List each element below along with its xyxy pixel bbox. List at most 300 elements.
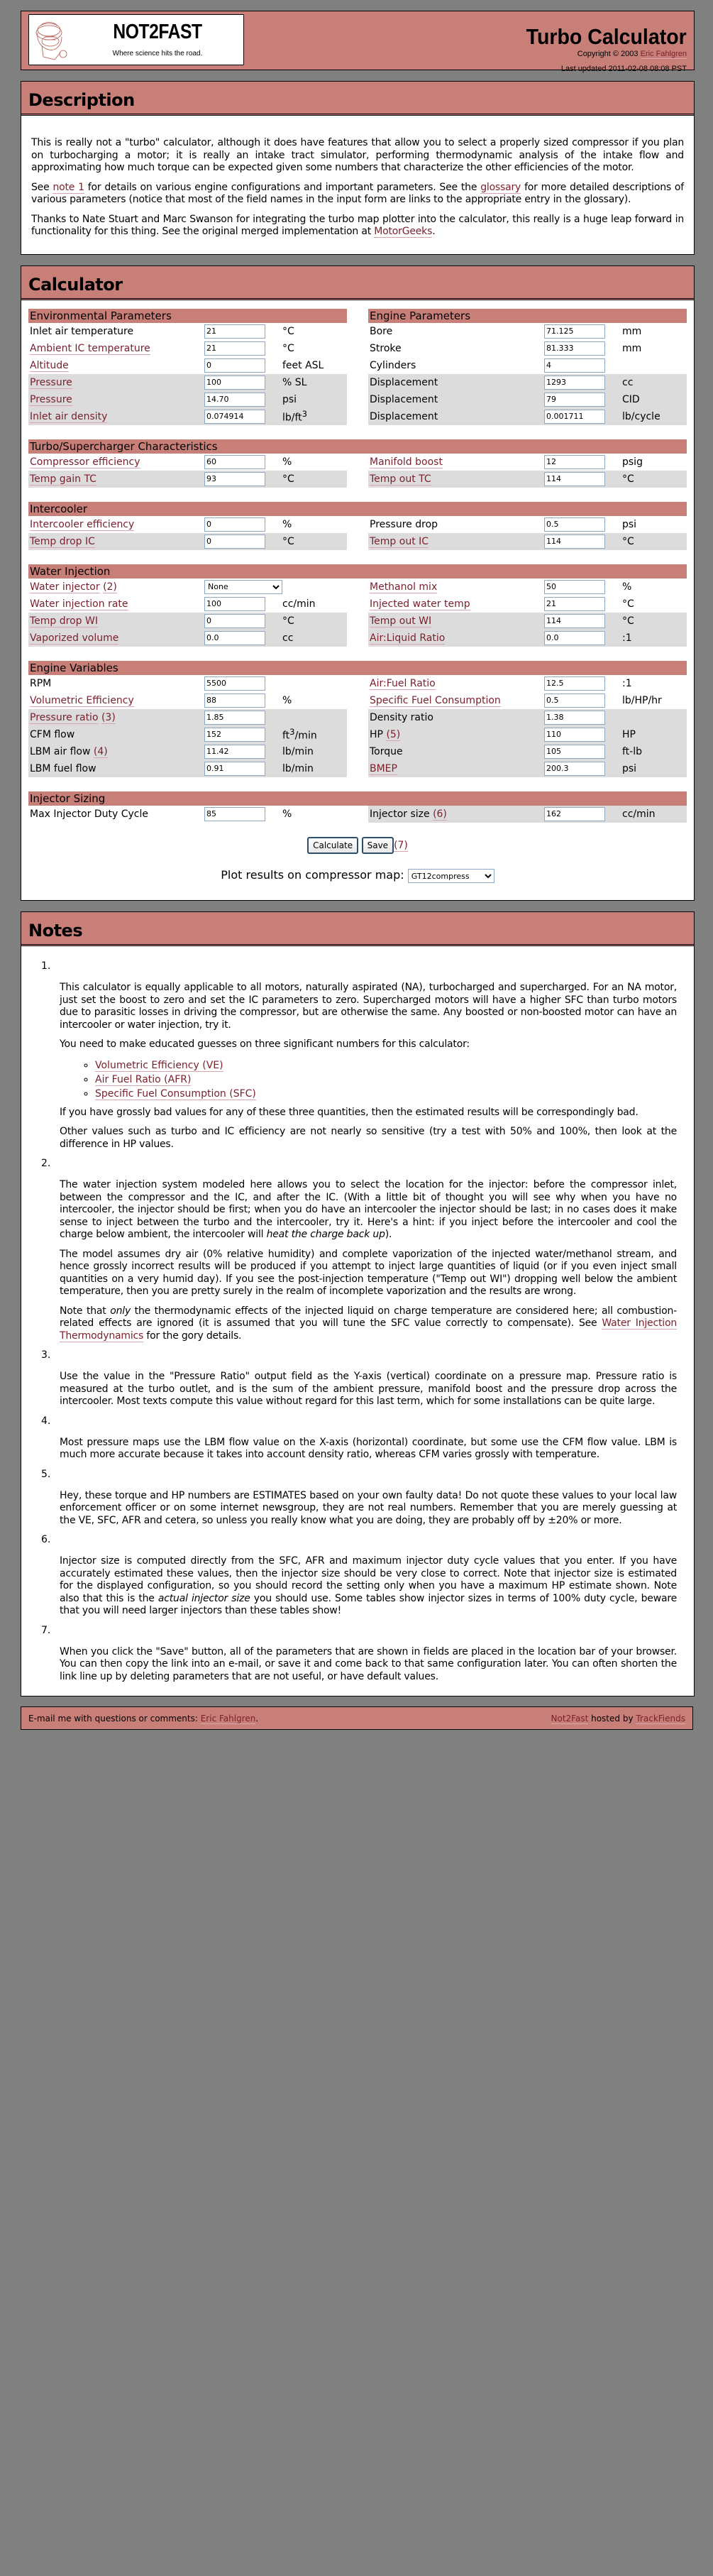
site-logo[interactable] [28, 14, 244, 65]
param-row [28, 391, 347, 408]
param-label: Pressure drop [370, 518, 438, 530]
param-row [28, 357, 347, 374]
param-unit: cc/min [622, 808, 656, 820]
text: Thanks to Nate Stuart and Marc Swanson for integrating the turbo map plotter into the calculator, this really is a huge leap forward in functionality for this thing. See the original merged implementation at [31, 213, 684, 237]
param-row [28, 579, 347, 596]
sfc-link[interactable]: Specific Fuel Consumption (SFC) [95, 1087, 256, 1100]
param-unit: feet ASL [282, 359, 324, 371]
param-row [368, 760, 687, 777]
param-row [28, 471, 347, 488]
label-text: LBM air flow [30, 745, 91, 757]
param-label [368, 615, 544, 627]
description-paragraph [31, 214, 684, 239]
note-paragraph [60, 1555, 677, 1618]
note-content [41, 1437, 677, 1462]
param-row [368, 454, 687, 471]
save-button[interactable]: Save [362, 837, 394, 854]
turbo-left [28, 454, 347, 488]
param-label [368, 536, 544, 547]
vaporized-volume-input[interactable] [204, 631, 265, 645]
param-unit: % [282, 518, 292, 530]
text: . [255, 1713, 259, 1723]
param-row [28, 806, 347, 823]
note-2-link[interactable]: (2) [103, 581, 117, 593]
note-number: 6. [41, 1534, 51, 1545]
param-unit: % SL [282, 376, 307, 388]
notes-list [41, 960, 677, 1683]
description-header [21, 82, 694, 116]
bmep-input[interactable] [544, 762, 605, 776]
logo-name: NOT2FAST [113, 21, 202, 43]
pressure-ratio-input[interactable] [204, 711, 265, 725]
bore-input[interactable] [544, 324, 605, 339]
emphasis: only [110, 1305, 131, 1317]
vaporized-volume-link[interactable]: Vaporized volume [30, 632, 119, 644]
pressure-ratio-link[interactable]: Pressure ratio [30, 711, 99, 723]
temp-drop-ic-link[interactable]: Temp drop IC [30, 535, 95, 547]
temp-out-wi-link[interactable]: Temp out WI [370, 615, 432, 627]
param-unit: psi [622, 518, 637, 530]
group-title: Injector Sizing [28, 791, 687, 806]
air-liquid-ratio-link[interactable]: Air:Liquid Ratio [370, 632, 446, 644]
note-paragraph: You need to make educated guesses on three significant numbers for this calculator: [60, 1038, 470, 1050]
ambient-ic-temperature-link[interactable]: Ambient IC temperature [30, 342, 150, 354]
water-right [368, 579, 687, 647]
copyright-text: Copyright © 2003 [577, 50, 641, 58]
note-content [41, 982, 677, 1151]
temp-drop-wi-input[interactable] [204, 614, 265, 628]
text: Note that [60, 1305, 111, 1317]
list-item [95, 1087, 677, 1101]
water-injection-rate-link[interactable]: Water injection rate [30, 598, 128, 610]
emphasis: actual injector size [157, 1592, 250, 1604]
param-label [368, 729, 544, 740]
guess-list [60, 1058, 677, 1101]
param-label: Stroke [370, 342, 402, 354]
param-unit: lb/cycle [622, 410, 661, 422]
text: the thermodynamic effects of the injected liquid on charge temperature are considered here; all combustion-related effects are ignored (it is assumed that you will tune the SFC value correctly to compensate). See [60, 1305, 677, 1329]
note-paragraph: When you click the "Save" button, all of the parameters that are shown in fields are placed in the location bar of your browser. You can then copy the link into an e-mail, or save it and come back to that same configuration later. You can often shorten the link line up by deleting parameters that are not useful, or have default values. [60, 1645, 677, 1682]
param-row [368, 709, 687, 726]
param-label [368, 763, 544, 774]
temp-out-tc-link[interactable]: Temp out TC [370, 473, 431, 485]
stroke-input[interactable] [544, 341, 605, 356]
note-number: 5. [41, 1468, 51, 1480]
calculator-form [21, 300, 694, 901]
intercooler-group [28, 502, 687, 516]
text: E-mail me with questions or comments: [28, 1713, 201, 1723]
air-liquid-ratio-input[interactable] [544, 631, 605, 645]
note-5-link[interactable]: (5) [386, 728, 401, 740]
altitude-input[interactable] [204, 358, 265, 373]
param-label: Max Injector Duty Cycle [30, 808, 148, 820]
param-unit: psig [622, 456, 643, 468]
logo-tagline: Where science hits the road. [112, 50, 203, 57]
plot-row [21, 868, 694, 884]
param-label: Inlet air temperature [30, 325, 134, 337]
note-content [41, 1646, 677, 1684]
text: for more detailed descriptions of various parameters (notice that most of the field names in the input form are links to the appropriate entry in the glossary). [31, 181, 684, 205]
param-row [28, 743, 347, 760]
notes-header [21, 912, 694, 946]
note-3-link[interactable]: (3) [101, 711, 116, 723]
param-label [368, 695, 544, 706]
param-label [28, 598, 204, 610]
group-title: Intercooler [28, 502, 687, 516]
param-unit: HP [622, 728, 636, 740]
param-unit: °C [282, 615, 294, 627]
calculator-heading: Calculator [28, 274, 123, 295]
param-row [368, 533, 687, 550]
param-label [368, 473, 544, 485]
param-unit: psi [622, 762, 637, 774]
group-title: Water Injection [28, 564, 687, 579]
ambient-ic-temperature-input[interactable] [204, 341, 265, 356]
cylinders-input[interactable] [544, 358, 605, 373]
group-title: Engine Variables [28, 661, 687, 675]
param-label [368, 598, 544, 610]
note-number: 1. [41, 960, 51, 972]
param-unit [282, 727, 317, 742]
turbo-group [28, 439, 687, 454]
turbo-right [368, 454, 687, 488]
param-label [28, 695, 204, 706]
param-label [28, 581, 204, 593]
param-row [368, 323, 687, 340]
spacer [21, 488, 694, 502]
param-row [368, 806, 687, 823]
calculator-section [21, 265, 695, 901]
intercooler-right [368, 516, 687, 550]
note-7-link[interactable]: (7) [394, 839, 408, 851]
param-unit: psi [282, 393, 297, 405]
email-link[interactable]: Eric Fahlgren [200, 1713, 256, 1723]
param-label [28, 411, 204, 422]
temp-gain-tc-input[interactable] [204, 472, 265, 486]
water-rows [28, 579, 687, 647]
param-label [368, 678, 544, 689]
water-injection-rate-input[interactable] [204, 597, 265, 611]
text: Injector size is computed directly from the SFC, AFR and maximum injector duty cycle values that you enter. If you have accurately estimated these values, then the injector size should be very close to correct. Note that injector size is estimated for the displayed configuration, so you should record the setting only when you have a maximum HP estimate shown. Note also that this is the [60, 1555, 677, 1604]
group-title: Engine Parameters [368, 309, 687, 323]
injector-size-input[interactable] [544, 807, 605, 821]
spacer [21, 550, 694, 564]
text: for details on various engine configurations and important parameters. See the [84, 181, 481, 193]
inlet-air-temperature-input[interactable] [204, 324, 265, 339]
param-label: Density ratio [370, 711, 433, 723]
temp-out-ic-link[interactable]: Temp out IC [370, 535, 429, 547]
param-row [28, 675, 347, 692]
note-paragraph: The model assumes dry air (0% relative humidity) and complete vaporization of the injected water/methanol stream, and hence grossly incorrect results will be produced if you attempt to inject large quantities of liquid (or if you even inject small quantities on a very humid day). If you see the post-injection temperature ("Temp out WI") dropping well below the ambient temperature, then you are pretty surely in the realm of incomplete vaporization and the results are wrong. [60, 1248, 677, 1297]
volumetric-efficiency-link[interactable]: Volumetric Efficiency [30, 694, 134, 706]
intercooler-efficiency-input[interactable] [204, 517, 265, 532]
param-row [368, 374, 687, 391]
param-unit: °C [622, 535, 634, 547]
note-4-link[interactable]: (4) [93, 745, 108, 757]
param-unit: °C [622, 473, 634, 485]
param-label [28, 360, 204, 371]
param-row [28, 726, 347, 743]
note-number: 7. [41, 1624, 51, 1636]
temp-out-wi-input[interactable] [544, 614, 605, 628]
page-title: Turbo Calculator [526, 24, 687, 49]
inlet-air-density-input[interactable] [204, 410, 265, 424]
afr-link[interactable]: Air Fuel Ratio (AFR) [95, 1073, 192, 1085]
compressor-efficiency-link[interactable]: Compressor efficiency [30, 456, 140, 468]
footer-hosting [551, 1714, 685, 1723]
param-row [368, 408, 687, 425]
param-label [28, 456, 204, 468]
param-unit: cc/min [282, 598, 316, 610]
notes-body [21, 946, 694, 1696]
water-injector-select[interactable] [204, 580, 282, 594]
temp-drop-wi-link[interactable]: Temp drop WI [30, 615, 98, 627]
param-label: CFM flow [30, 728, 75, 740]
displacement-cid-input[interactable] [544, 393, 605, 407]
pressure-link[interactable]: Pressure [30, 393, 72, 405]
footer-contact [28, 1714, 258, 1723]
note-content [41, 1555, 677, 1618]
param-label [368, 581, 544, 593]
lbm-fuel-flow-input[interactable] [204, 762, 265, 776]
param-unit: °C [282, 473, 294, 485]
intercooler-efficiency-link[interactable]: Intercooler efficiency [30, 518, 135, 530]
not2fast-link[interactable]: Not2Fast [551, 1713, 589, 1723]
glossary-link[interactable]: glossary [480, 181, 521, 193]
param-label: LBM fuel flow [30, 762, 96, 774]
hp-input[interactable] [544, 728, 605, 742]
note-paragraph: Use the value in the "Pressure Ratio" output field as the Y-axis (vertical) coordinate on a pressure map. Pressure ratio is measured at the turbo outlet, and is the sum of the ambient pressure, manifold boost and the pressure drop across the intercooler. Most texts compute this value without regard for this last term, which for some installations can be quite large. [60, 1371, 677, 1407]
pressure-percent-input[interactable] [204, 376, 265, 390]
calculate-button[interactable]: Calculate [307, 837, 358, 854]
note-item [41, 1469, 677, 1528]
param-label [28, 377, 204, 388]
specific-fuel-consumption-input[interactable] [544, 694, 605, 708]
param-row [28, 374, 347, 391]
param-unit: % [282, 694, 292, 706]
water-injector-link[interactable]: Water injector [30, 581, 100, 593]
methanol-mix-input[interactable] [544, 580, 605, 594]
unit-text: lb/ft [282, 412, 302, 424]
volumetric-efficiency-input[interactable] [204, 694, 265, 708]
text: hosted by [588, 1713, 636, 1723]
intercooler-left [28, 516, 347, 550]
param-unit: CID [622, 393, 640, 405]
last-updated: Last updated 2011-02-08 08:08 PST [560, 65, 687, 73]
param-row [368, 743, 687, 760]
cfm-flow-input[interactable] [204, 728, 265, 742]
param-row [368, 630, 687, 647]
unit-superscript: 3 [302, 409, 308, 420]
param-row [368, 596, 687, 613]
param-label: Displacement [370, 393, 438, 405]
displacement-lb-input[interactable] [544, 410, 605, 424]
param-row [368, 579, 687, 596]
text: ). [385, 1229, 392, 1240]
author-link[interactable]: Eric Fahlgren [640, 50, 687, 58]
param-unit: °C [282, 535, 294, 547]
note-item [41, 960, 677, 1151]
param-row [28, 760, 347, 777]
specific-fuel-consumption-link[interactable]: Specific Fuel Consumption [370, 694, 501, 706]
temp-drop-ic-input[interactable] [204, 535, 265, 549]
temp-out-ic-input[interactable] [544, 535, 605, 549]
param-unit: cc [282, 632, 294, 644]
param-label [28, 519, 204, 530]
environmental-parameters [28, 309, 347, 425]
note-paragraph: Other values such as turbo and IC efficiency are not nearly so sensitive (try a test with 50% and 100%, then look at the difference in HP values. [60, 1126, 677, 1150]
intercooler-rows [28, 516, 687, 550]
calculator-header [21, 266, 694, 300]
injector-rows [28, 806, 687, 823]
param-label [28, 473, 204, 485]
spacer [21, 777, 694, 791]
temp-out-tc-input[interactable] [544, 472, 605, 486]
text: . [432, 226, 436, 237]
param-label [28, 394, 204, 405]
manifold-boost-input[interactable] [544, 455, 605, 469]
note-item [41, 1625, 677, 1684]
bmep-link[interactable]: BMEP [370, 762, 397, 774]
notes-heading: Notes [28, 921, 83, 941]
engine-variables-right [368, 675, 687, 777]
density-ratio-input[interactable] [544, 711, 605, 725]
note-paragraph: Most pressure maps use the LBM flow value on the X-axis (horizontal) coordinate, but some use the CFM flow value. LBM is much more accurate because it takes into account density ratio, whereas CFM varies grossly with temperature. [60, 1436, 677, 1460]
compressor-map-select[interactable] [408, 869, 494, 883]
turbo-sketch-icon [32, 17, 72, 62]
param-unit: °C [622, 598, 634, 610]
param-row [28, 516, 347, 533]
pressure-link[interactable]: Pressure [30, 376, 72, 388]
engine-variables-left [28, 675, 347, 777]
note-number: 3. [41, 1349, 51, 1361]
injector-right [368, 806, 687, 823]
param-row [28, 340, 347, 357]
note-item [41, 1158, 677, 1342]
param-row [368, 726, 687, 743]
motorgeeks-link[interactable]: MotorGeeks [374, 226, 433, 237]
manifold-boost-link[interactable]: Manifold boost [370, 456, 443, 468]
note-number: 2. [41, 1158, 51, 1169]
description-section [21, 81, 695, 255]
emphasis: heat the charge back up [266, 1229, 385, 1240]
label-text: HP [370, 728, 383, 740]
param-label: Bore [370, 325, 393, 337]
note-content [41, 1371, 677, 1408]
torque-input[interactable] [544, 745, 605, 759]
param-unit: % [622, 581, 632, 593]
lbm-air-flow-input[interactable] [204, 745, 265, 759]
injected-water-temp-input[interactable] [544, 597, 605, 611]
turbo-rows [28, 454, 687, 488]
engine-parameters [368, 309, 687, 425]
pressure-psi-input[interactable] [204, 393, 265, 407]
compressor-efficiency-input[interactable] [204, 455, 265, 469]
param-row [28, 692, 347, 709]
param-unit: °C [622, 615, 634, 627]
param-unit: °C [282, 342, 294, 354]
note-content [41, 1179, 677, 1342]
altitude-link[interactable]: Altitude [30, 359, 69, 371]
trackfiends-link[interactable]: TrackFiends [636, 1713, 685, 1723]
pressure-drop-input[interactable] [544, 517, 605, 532]
param-unit [282, 409, 307, 424]
note-6-link[interactable]: (6) [433, 808, 447, 820]
parameters-block [28, 309, 687, 425]
param-row [368, 357, 687, 374]
ve-link[interactable]: Volumetric Efficiency (VE) [95, 1059, 223, 1071]
text: for the gory details. [143, 1330, 242, 1342]
injected-water-temp-link[interactable]: Injected water temp [370, 598, 470, 610]
footer [21, 1706, 693, 1730]
engine-variables-group [28, 661, 687, 675]
param-unit: % [282, 456, 292, 468]
param-label [28, 712, 204, 723]
note-1-link[interactable]: note 1 [52, 181, 84, 193]
methanol-mix-link[interactable]: Methanol mix [370, 581, 438, 593]
param-row [28, 323, 347, 340]
label-text: Injector size [370, 808, 430, 820]
unit-superscript: 3 [289, 727, 295, 738]
text: See [31, 181, 53, 193]
param-label: Displacement [370, 410, 438, 422]
inlet-air-density-link[interactable]: Inlet air density [30, 410, 108, 422]
list-item [95, 1058, 677, 1073]
param-row [28, 709, 347, 726]
spacer [21, 425, 694, 439]
note-paragraph [60, 1305, 677, 1343]
air-fuel-ratio-link[interactable]: Air:Fuel Ratio [370, 677, 436, 689]
param-label [368, 632, 544, 644]
form-buttons [21, 837, 694, 854]
param-row [368, 391, 687, 408]
water-injection-thermodynamics-link[interactable]: Water Injection Thermodynamics [60, 1317, 677, 1342]
param-row [368, 613, 687, 630]
param-label [28, 746, 204, 757]
param-row [28, 596, 347, 613]
unit-text: ft [282, 730, 290, 742]
text: The water injection system modeled here allows you to select the location for the injector: before the compressor inlet, between the compressor and the IC, and after the IC. (With a little bit of thought you will see why when you have no intercooler, the injector should be first; when you do have an intercooler the injector should be last; in no cases does it make sense to inject between the turbo and the intercooler, try it. Here's a hint: if you inject before the intercooler and cool the charge below ambient, the intercooler will [60, 1179, 677, 1240]
description-paragraph: This is really not a "turbo" calculator, although it does have features that allow you to select a properly sized compressor if you plan on turbocharging a motor; it is really an intake tract simulator, performing thermodynamic analysis of the intake flow and approximating how much torque can be expected given some numbers that characterize the other efficiencies of the motor. [31, 137, 684, 173]
param-label [28, 536, 204, 547]
water-left [28, 579, 347, 647]
param-row [28, 533, 347, 550]
group-title: Environmental Parameters [28, 309, 347, 323]
rpm-input[interactable] [204, 676, 265, 691]
param-label [28, 615, 204, 627]
engine-variables-rows [28, 675, 687, 777]
displacement-cc-input[interactable] [544, 376, 605, 390]
air-fuel-ratio-input[interactable] [544, 676, 605, 691]
param-unit: lb/HP/hr [622, 694, 662, 706]
description-paragraph [31, 182, 684, 207]
max-injector-duty-cycle-input[interactable] [204, 807, 265, 821]
note-item [41, 1349, 677, 1408]
param-row [28, 408, 347, 425]
param-label [28, 343, 204, 354]
water-injection-group [28, 564, 687, 579]
param-label: RPM [30, 677, 52, 689]
group-title: Turbo/Supercharger Characteristics [28, 439, 687, 454]
param-label [28, 632, 204, 644]
param-row [368, 516, 687, 533]
param-label [368, 456, 544, 468]
temp-gain-tc-link[interactable]: Temp gain TC [30, 473, 96, 485]
injector-sizing-group [28, 791, 687, 806]
note-number: 4. [41, 1415, 51, 1427]
param-unit: :1 [622, 632, 632, 644]
note-item [41, 1534, 677, 1618]
